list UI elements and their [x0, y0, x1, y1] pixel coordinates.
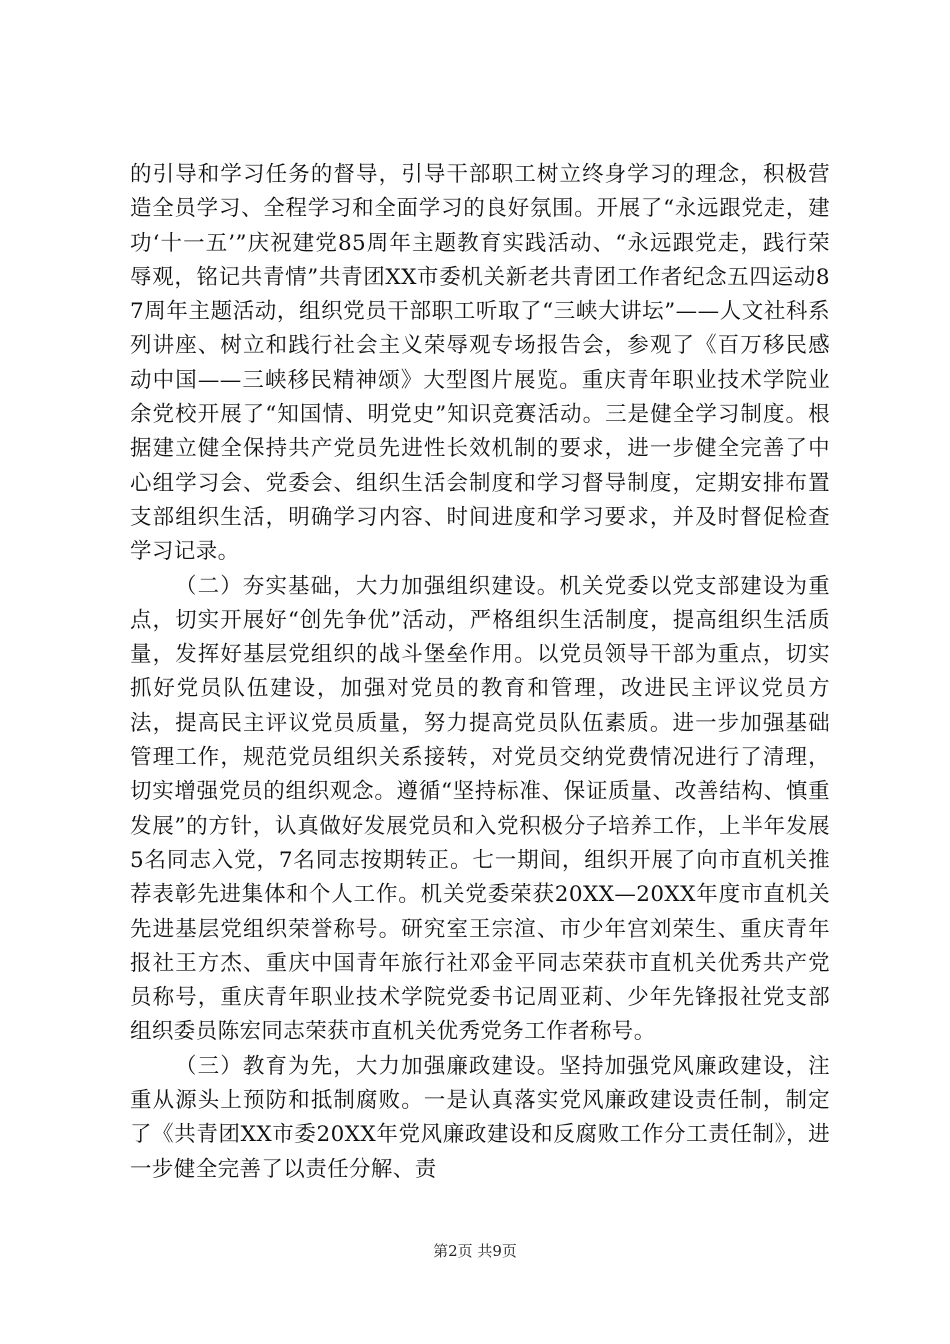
paragraph-integrity-building: （三）教育为先，大力加强廉政建设。坚持加强党风廉政建设，注重从源头上预防和抵制腐败。一是认真落实党风廉政建设责任制，制定了《共青团XX市委20XX年党风廉政建设和反腐败工作分工责任制》，进一步健全完善了以责任分解、责 [130, 1053, 830, 1182]
paragraph-organization-building: （二）夯实基础，大力加强组织建设。机关党委以党支部建设为重点，切实开展好“创先争优”活动，严格组织生活制度，提高组织生活质量，发挥好基层党组织的战斗堡垒作用。以党员领导干部为重点，切实抓好党员队伍建设，加强对党员的教育和管理，改进民主评议党员方法，提高民主评议党员质量，努力提高党员队伍素质。进一步加强基础管理工作，规范党员组织关系接转，对党员交纳党费情况进行了清理，切实增强党员的组织观念。遵循“坚持标准、保证质量、改善结构、慎重发展”的方针，认真做好发展党员和入党积极分子培养工作，上半年发展5名同志入党，7名同志按期转正。七一期间，组织开展了向市直机关推荐表彰先进集体和个人工作。机关党委荣获20XX—20XX年度市直机关先进基层党组织荣誉称号。研究室王宗渲、市少年宫刘荣生、重庆青年报社王方杰、重庆中国青年旅行社邓金平同志荣获市直机关优秀共产党员称号，重庆青年职业技术学院党委书记周亚莉、少年先锋报社党支部组织委员陈宏同志荣获市直机关优秀党务工作者称号。 [130, 573, 830, 1045]
paragraph-continuation: 的引导和学习任务的督导，引导干部职工树立终身学习的理念，积极营造全员学习、全程学习和全面学习的良好氛围。开展了“永远跟党走，建功‘十一五’”庆祝建党85周年主题教育实践活动、“永远跟党走，践行荣辱观，铭记共青情”共青团XX市委机关新老共青团工作者纪念五四运动87周年主题活动，组织党员干部职工听取了“三峡大讲坛”——人文社科系列讲座、树立和践行社会主义荣辱观专场报告会，参观了《百万移民感动中国——三峡移民精神颂》大型图片展览。重庆青年职业技术学院业余党校开展了“知国情、明党史”知识竞赛活动。三是健全学习制度。根据建立健全保持共产党员先进性长效机制的要求，进一步健全完善了中心组学习会、党委会、组织生活会制度和学习督导制度，定期安排布置支部组织生活，明确学习内容、时间进度和学习要求，并及时督促检查学习记录。 [130, 162, 830, 565]
page-number-footer: 第2页 共9页 [433, 1242, 517, 1260]
document-body [130, 158, 830, 1187]
